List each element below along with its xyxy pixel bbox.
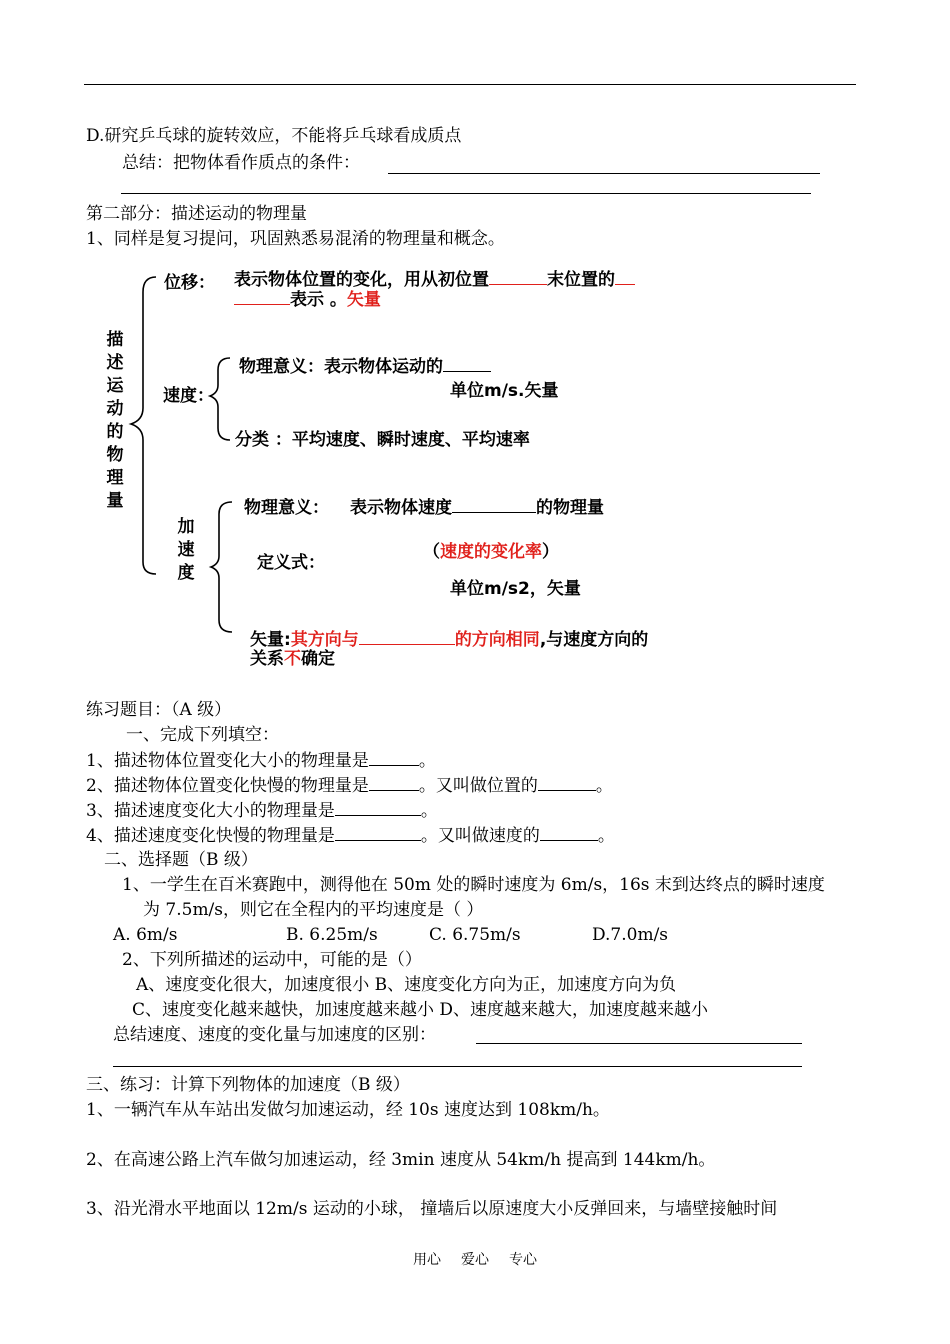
fill-q3: 3、描述速度变化大小的物理量是 。 xyxy=(86,801,438,821)
calc-q1: 1、一辆汽车从车站出发做匀加速运动，经 10s 速度达到 108km/h。 xyxy=(86,1100,610,1120)
velocity-unit: 单位m/s.矢量 xyxy=(450,381,559,401)
mc2-options-cd: C、速度变化越来越快，加速度越来越小 D、速度越来越大，加速度越来越小 xyxy=(132,1000,709,1020)
red-blank xyxy=(489,268,547,285)
section3-title: 三、练习：计算下列物体的加速度（B 级） xyxy=(86,1075,410,1095)
footer-text: 专心 xyxy=(509,1252,537,1268)
displacement-definition-cont: 表示 。矢量 xyxy=(234,288,381,311)
blank xyxy=(369,774,419,791)
summary2-label: 总结速度、速度的变化量与加速度的区别： xyxy=(113,1025,436,1045)
blank xyxy=(369,749,419,766)
answer-line xyxy=(113,1066,802,1067)
blank xyxy=(335,824,421,841)
acceleration-unit: 单位m/s2，矢量 xyxy=(450,579,581,599)
acceleration-vector-cont: 关系不确定 xyxy=(250,649,335,669)
exercises-title: 练习题目：（A 级） xyxy=(86,700,232,720)
velocity-label: 速度： xyxy=(163,386,214,406)
velocity-types: 分类 ：平均速度、瞬时速度、平均速率 xyxy=(235,430,530,450)
footer-text: 爱心 xyxy=(461,1252,489,1268)
mc1-option-b: B. 6.25m/s xyxy=(286,925,378,945)
acceleration-meaning-label: 物理意义： xyxy=(244,498,329,518)
red-blank xyxy=(234,288,290,305)
calc-q2: 2、在高速公路上汽车做匀加速运动，经 3min 速度从 54km/h 提高到 144km/h。 xyxy=(86,1150,716,1170)
red-blank xyxy=(615,268,635,285)
section1-title: 一、完成下列填空： xyxy=(126,725,279,745)
displacement-definition: 表示物体位置的变化，用从初位置 末位置的 xyxy=(234,268,635,291)
footer-text: 用心 xyxy=(413,1252,441,1268)
mc1-option-d: D.7.0m/s xyxy=(592,925,669,945)
displacement-label: 位移： xyxy=(164,273,215,293)
mc1-option-a: A. 6m/s xyxy=(113,925,178,945)
acceleration-vector: 矢量:其方向与 的方向相同,与速度方向的 xyxy=(250,630,649,650)
part2-title: 第二部分：描述运动的物理量 xyxy=(86,204,307,224)
page-footer xyxy=(0,1249,950,1269)
blank xyxy=(443,355,491,372)
fill-q4: 4、描述速度变化快慢的物理量是 。又叫做速度的 。 xyxy=(86,826,615,846)
formula-note: （速度的变化率） xyxy=(423,542,559,562)
mc2-options-ab: A、速度变化很大，加速度很小 B、速度变化方向为正，加速度方向为负 xyxy=(136,975,677,995)
blank xyxy=(452,496,536,513)
mc1-option-c: C. 6.75m/s xyxy=(429,925,521,945)
option-d: D.研究乒乓球的旋转效应，不能将乒乓球看成质点 xyxy=(86,126,462,146)
mc2-stem: 2、下列所描述的运动中，可能的是（） xyxy=(122,950,422,970)
calc-q3: 3、沿光滑水平地面以 12m/s 运动的小球， 撞墙后以原速度大小反弹回来，与墙壁接触时间 xyxy=(86,1199,778,1219)
blank xyxy=(335,799,421,816)
answer-line xyxy=(476,1043,802,1044)
formula-label: 定义式： xyxy=(257,553,325,573)
red-blank xyxy=(359,628,455,645)
summary-label: 总结：把物体看作质点的条件： xyxy=(122,153,360,173)
acceleration-label: 加 速 度 xyxy=(177,517,195,583)
part2-intro: 1、同样是复习提问，巩固熟悉易混淆的物理量和概念。 xyxy=(86,229,505,249)
section2-title: 二、选择题（B 级） xyxy=(104,850,258,870)
root-label: 描 述 运 动 的 物 理 量 xyxy=(106,330,124,511)
fill-q2: 2、描述物体位置变化快慢的物理量是 。又叫做位置的 。 xyxy=(86,776,613,796)
acceleration-meaning: 表示物体速度 的物理量 xyxy=(350,498,604,518)
mc1-stem-cont: 为 7.5m/s，则它在全程内的平均速度是（ ） xyxy=(143,900,484,920)
fill-q1: 1、描述物体位置变化大小的物理量是 。 xyxy=(86,751,436,771)
blank xyxy=(538,774,596,791)
velocity-meaning: 物理意义：表示物体运动的 xyxy=(239,355,491,378)
mc1-stem: 1、一学生在百米赛跑中，测得他在 50m 处的瞬时速度为 6m/s，16s 末到达终点的瞬时速度 xyxy=(122,875,825,895)
blank xyxy=(540,824,598,841)
